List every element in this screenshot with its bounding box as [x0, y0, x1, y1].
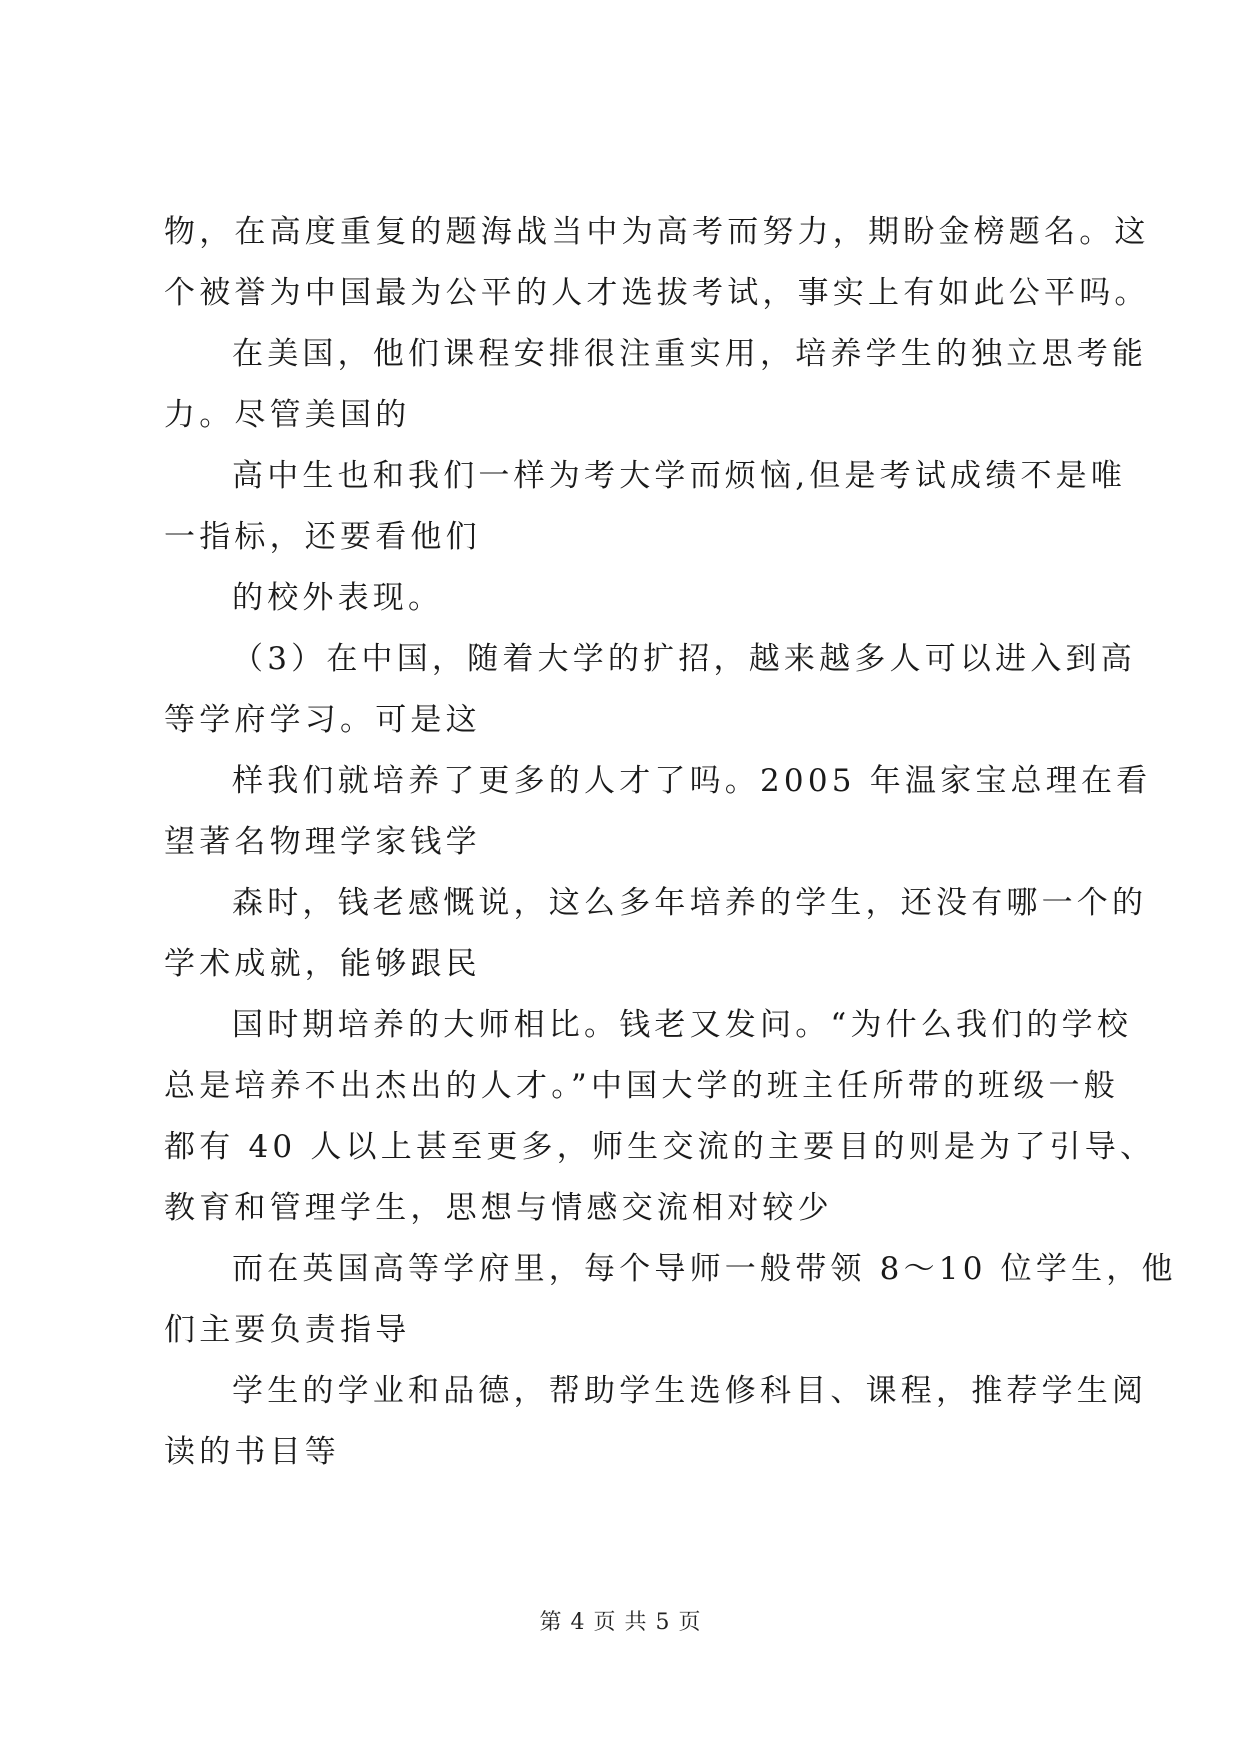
text-line: 个被誉为中国最为公平的人才选拔考试，事实上有如此公平吗。 — [164, 275, 1150, 311]
text-line: 望著名物理学家钱学 — [164, 824, 481, 860]
text-line: 高中生也和我们一样为考大学而烦恼,但是考试成绩不是唯 — [232, 458, 1127, 494]
text-line: 力。尽管美国的 — [164, 397, 411, 433]
text-line: 的校外表现。 — [232, 580, 444, 616]
text-line: 森时，钱老感慨说，这么多年培养的学生，还没有哪一个的 — [232, 885, 1148, 921]
text-line: 学术成就，能够跟民 — [164, 946, 481, 982]
text-line: 国时期培养的大师相比。钱老又发问。“为什么我们的学校 — [232, 1007, 1133, 1043]
text-line: 一指标，还要看他们 — [164, 519, 481, 555]
text-line: 等学府学习。可是这 — [164, 702, 481, 738]
text-line: 读的书目等 — [164, 1434, 340, 1470]
text-line: 教育和管理学生，思想与情感交流相对较少 — [164, 1190, 833, 1226]
text-line: 物，在高度重复的题海战当中为高考而努力，期盼金榜题名。这 — [164, 214, 1150, 250]
text-line: 们主要负责指导 — [164, 1312, 411, 1348]
text-line: 都有 40 人以上甚至更多，师生交流的主要目的则是为了引导、 — [164, 1129, 1156, 1165]
text-line: 而在英国高等学府里，每个导师一般带领 8～10 位学生，他 — [232, 1251, 1177, 1287]
text-line: 学生的学业和品德，帮助学生选修科目、课程，推荐学生阅 — [232, 1373, 1148, 1409]
page-footer: 第 4 页 共 5 页 — [539, 1610, 702, 1635]
text-line: 在美国，他们课程安排很注重实用，培养学生的独立思考能 — [232, 336, 1148, 372]
text-line: 总是培养不出杰出的人才。”中国大学的班主任所带的班级一般 — [164, 1068, 1119, 1104]
text-line: （3）在中国，随着大学的扩招，越来越多人可以进入到高 — [232, 641, 1136, 677]
text-line: 样我们就培养了更多的人才了吗。2005 年温家宝总理在看 — [232, 763, 1152, 799]
